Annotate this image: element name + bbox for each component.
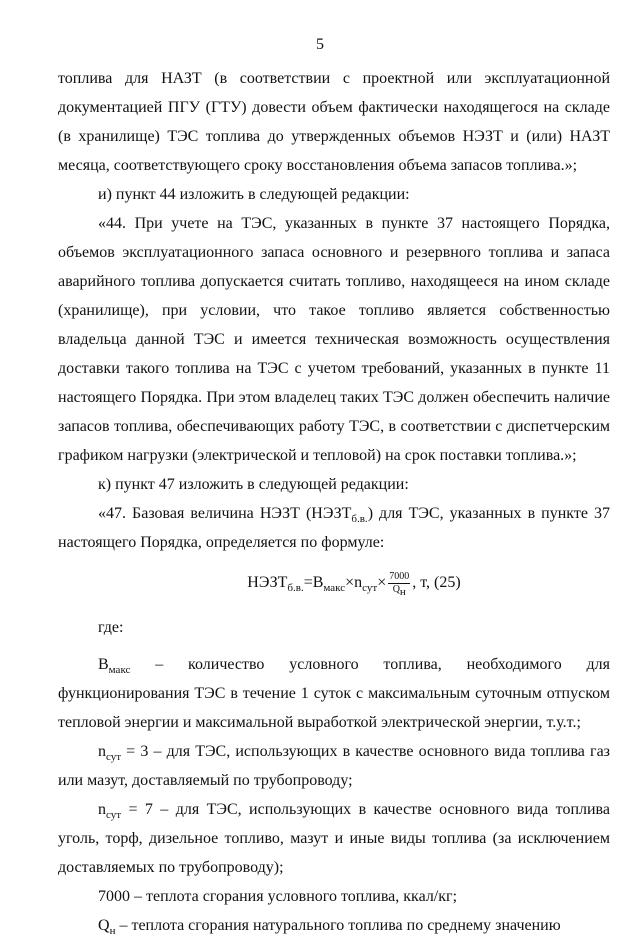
definition-b-max <box>58 650 610 737</box>
formula-b-sub: макс <box>323 582 346 595</box>
definition-n7-text: = 7 – для ТЭС, использующих в качестве основного вида топлива уголь, торф, дизельное топливо, мазут и иные виды топлива (за исключением доставляемых по трубопроводу); <box>58 801 610 876</box>
definition-n-3 <box>58 737 610 795</box>
paragraph-point-44: «44. При учете на ТЭС, указанных в пункте 37 настоящего Порядка, объемов эксплуатационного запаса основного и резервного топлива и запаса аварийного топлива допускается считать топливо, находящееся на ином складе (хранилище), при условии, что такое топливо является собственностью владельца данной ТЭС и имеется техническая возможность осуществления доставки такого топлива на ТЭС с учетом требований, указанных в пункте 11 настоящего Порядка. При этом владелец таких ТЭС должен обеспечить наличие запасов топлива, обеспечивающих работу ТЭС, в соответствии с диспетчерским графиком нагрузки (электрической и тепловой) на срок поставки топлива.»; <box>58 215 610 464</box>
symbol-n: n <box>98 743 106 760</box>
symbol-n-sub: сут <box>106 751 122 764</box>
fraction-numerator: 7000 <box>389 570 410 582</box>
definition-n-7 <box>58 795 610 882</box>
definition-q-text: – теплота сгорания натурального топлива по среднему значению <box>115 917 561 934</box>
symbol-n: n <box>98 801 106 818</box>
fraction-denominator-q: Q <box>392 583 400 595</box>
where-label: где: <box>98 619 124 636</box>
definition-n3-text: = 3 – для ТЭС, использующих в качестве основного вида топлива газ или мазут, доставляемый по трубопроводу; <box>58 743 610 789</box>
formula-fraction <box>388 571 410 596</box>
symbol-n-sub: сут <box>106 809 122 822</box>
formula-lhs-sub: б.в. <box>287 582 304 595</box>
formula-tail: , т, (25) <box>412 574 461 591</box>
point-47-sub: б.в. <box>351 513 368 526</box>
paragraph-item-k: к) пункт 47 изложить в следующей редакции: <box>98 476 409 493</box>
symbol-q: Q <box>98 917 110 934</box>
formula-times-n: ×n <box>345 574 363 591</box>
definition-b-text: – количество условного топлива, необходимого для функционирования ТЭС в течение 1 суток с максимальным суточным отпуском тепловой энергии и максимальной выработкой электрической энергии, т.у.т.; <box>58 656 610 731</box>
fraction-denominator <box>388 584 410 596</box>
page-number: 5 <box>316 36 324 53</box>
formula-eq: =В <box>303 574 324 591</box>
formula-times: × <box>377 574 387 591</box>
paragraph-item-i: и) пункт 44 изложить в следующей редакции: <box>98 186 410 203</box>
symbol-q-sub: н <box>109 925 116 938</box>
definition-7000: 7000 – теплота сгорания условного топлива, ккал/кг; <box>98 888 458 905</box>
symbol-b-sub: макс <box>108 664 131 677</box>
formula-25 <box>98 561 610 605</box>
paragraph-point-47 <box>58 499 610 557</box>
fraction-denominator-sub: н <box>399 585 406 598</box>
formula-n-sub: сут <box>362 582 378 595</box>
point-47-text-b: ) для ТЭС, указанных в пункте 37 настоящего Порядка, определяется по формуле: <box>58 505 610 551</box>
formula-lhs: НЭЗТ <box>247 574 288 591</box>
definition-q <box>58 911 610 940</box>
point-47-text-a: «47. Базовая величина НЭЗТ (НЭЗТ <box>98 505 352 522</box>
paragraph-continuation: топлива для НАЗТ (в соответствии с проектной или эксплуатационной документацией ПГУ (ГТУ) довести объем фактически находящегося на складе (в хранилище) ТЭС топлива до утвержденных объемов НЭЗТ и (или) НАЗТ месяца, соответствующего сроку восстановления объема запасов топлива.»; <box>58 70 610 174</box>
document-body <box>58 64 610 940</box>
symbol-b: В <box>98 656 109 673</box>
